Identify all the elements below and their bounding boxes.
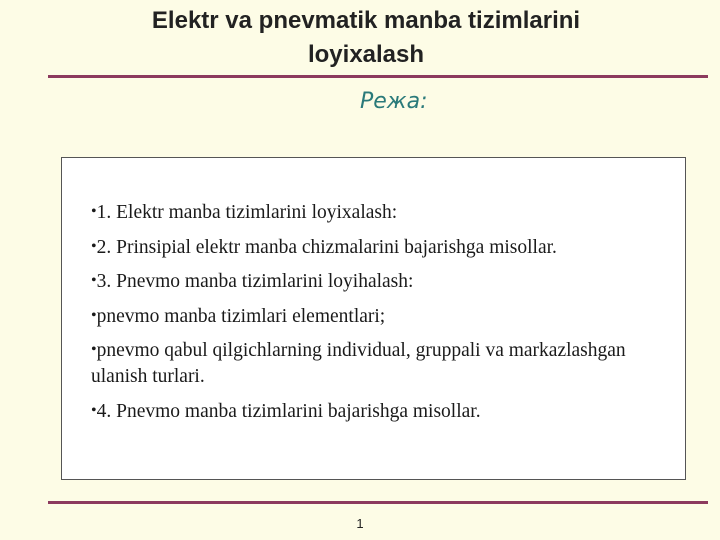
list-item [91,234,681,261]
slide-subtitle: Режа: [360,89,428,114]
list-item-text: pnevmo qabul qilgichlarning individual, gruppali va markazlashgan ulanish turlari. [91,340,626,387]
bullet-icon: • [91,341,97,358]
list-item-text: 1. Elektr manba tizimlarini loyixalash: [96,202,398,223]
list-item [91,268,681,295]
bullet-icon: • [91,203,97,220]
bullet-icon: • [91,237,97,255]
list-item [91,398,681,425]
bullet-list [91,199,681,432]
slide-title-line-2: loyixalash [307,41,425,68]
bullet-icon: • [91,306,97,324]
list-item [91,337,681,390]
list-item [91,199,681,226]
slide-title-line-1: Elektr va pnevmatik manba tizimlarini [151,7,581,34]
top-divider [48,75,708,78]
slide-title [60,4,672,72]
list-item-text: 3. Pnevmo manba tizimlarini loyihalash: [96,271,414,292]
list-item-text: 2. Prinsipial elektr manba chizmalarini bajarishga misollar. [96,236,557,258]
list-item [91,303,681,330]
bottom-divider [48,501,708,504]
content-box [61,157,686,480]
bullet-icon: • [91,272,97,289]
page-number: 1 [356,516,364,531]
bullet-icon: • [91,401,97,419]
list-item-text: 4. Pnevmo manba tizimlarini bajarishga misollar. [96,400,481,422]
list-item-text: pnevmo manba tizimlari elementlari; [96,305,386,327]
